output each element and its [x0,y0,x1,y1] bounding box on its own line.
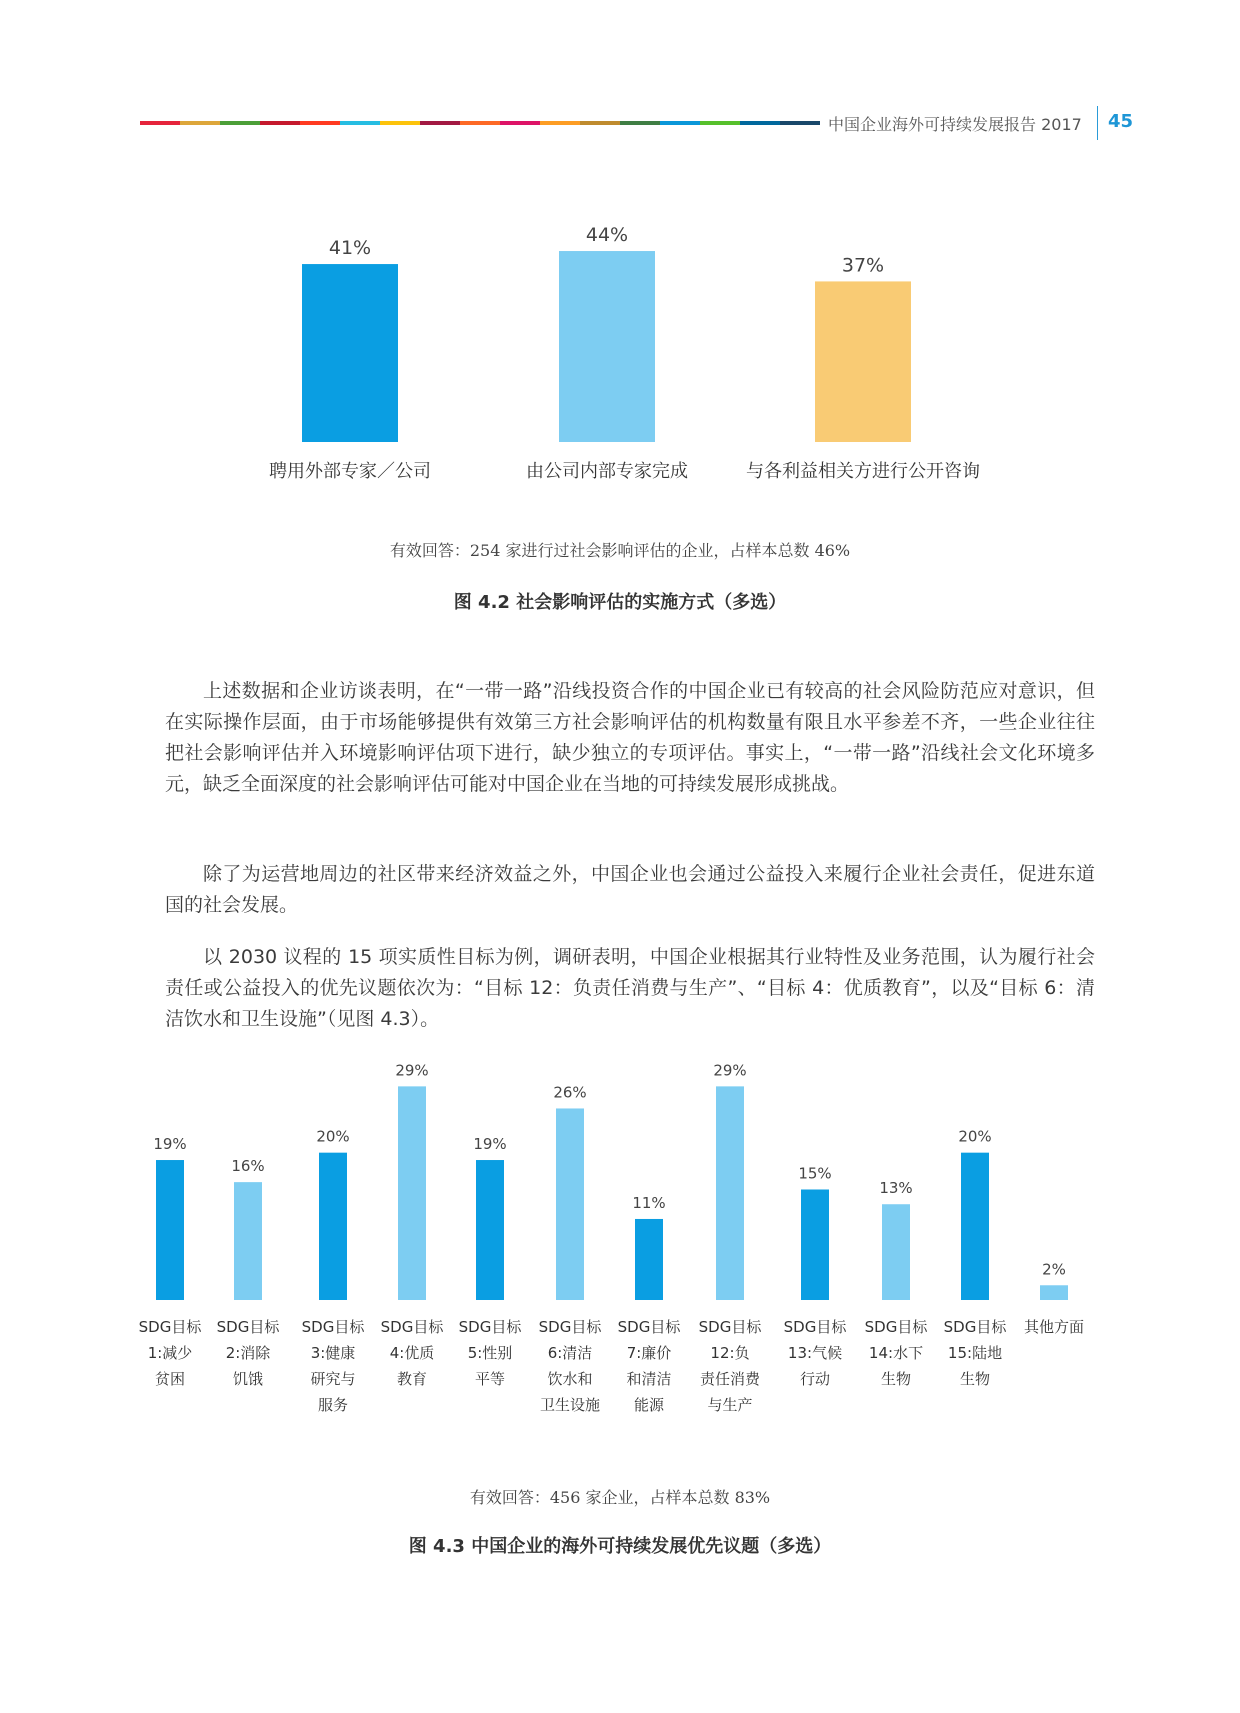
figure-4-3-note: 有效回答：456 家企业，占样本总数 83% [469,1488,771,1507]
stripe-segment [420,121,460,125]
bar [559,251,655,442]
category-label: 饥饿 [232,1370,264,1388]
stripe-segment [700,121,740,125]
figure-4-2-bar-chart [0,225,1240,505]
stripe-segment [580,121,620,125]
stripe-segment [260,121,300,125]
category-label: 3:健康 [310,1344,356,1362]
category-label: 12:负 [710,1344,750,1362]
category-label: 卫生设施 [539,1396,601,1414]
category-label: 7:廉价 [626,1344,672,1362]
data-label: 29% [713,1061,747,1080]
bar [234,1182,262,1300]
bar [556,1108,584,1300]
body-paragraph-3: 以 2030 议程的 15 项实质性目标为例，调研表明，中国企业根据其行业特性及业务范围，认为履行社会责任或公益投入的优先议题依次为：“目标 12：负责任消费与生产”、“目标 4：优质教育”，以及“目标 6：清洁饮水和卫生设施”（见图 4.3）。 [165,946,1095,1030]
category-label: 教育 [396,1370,428,1388]
bar [398,1086,426,1300]
bar [635,1219,663,1300]
category-label: 6:清洁 [547,1344,593,1362]
category-label: 2:消除 [225,1344,271,1362]
category-label: 研究与 [310,1370,356,1388]
category-label: 由公司内部专家完成 [526,461,688,482]
category-label: SDG目标 [698,1318,762,1336]
category-label: SDG目标 [943,1318,1007,1336]
header-color-stripe [140,121,820,125]
data-label: 13% [879,1179,913,1198]
data-label: 2% [1042,1260,1066,1279]
report-title: 中国企业海外可持续发展报告 2017 [828,115,1082,134]
stripe-segment [620,121,660,125]
stripe-segment [780,121,820,125]
bar [156,1160,184,1300]
body-paragraph-1: 上述数据和企业访谈表明，在“一带一路”沿线投资合作的中国企业已有较高的社会风险防范应对意识，但在实际操作层面，由于市场能够提供有效第三方社会影响评估的机构数量有限且水平参差不齐，一些企业往往把社会影响评估并入环境影响评估项下进行，缺少独立的专项评估。事实上，“一带一路”沿线社会文化环境多元，缺乏全面深度的社会影响评估可能对中国企业在当地的可持续发展形成挑战。 [165,680,1095,795]
stripe-segment [140,121,180,125]
stripe-segment [500,121,540,125]
bar [476,1160,504,1300]
figure-4-3-bar-chart [0,1061,1240,1435]
category-label: 服务 [317,1396,349,1414]
category-label: 生物 [880,1370,912,1388]
data-label: 26% [553,1083,587,1102]
bar [1040,1285,1068,1300]
category-label: 平等 [474,1370,506,1388]
category-label: 15:陆地 [947,1344,1003,1362]
stripe-segment [380,121,420,125]
bar [801,1190,829,1301]
category-label: 责任消费 [699,1370,761,1388]
category-label: 与各利益相关方进行公开咨询 [746,461,980,482]
data-label: 19% [153,1135,187,1154]
category-label: 聘用外部专家／公司 [269,461,431,482]
bar [882,1204,910,1300]
category-label: 生物 [959,1370,991,1388]
stripe-segment [300,121,340,125]
data-label: 20% [958,1127,992,1146]
category-label: 饮水和 [547,1370,593,1388]
data-label: 41% [328,237,372,260]
data-label: 11% [632,1193,666,1212]
stripe-segment [540,121,580,125]
category-label: 4:优质 [389,1344,435,1362]
category-label: 和清洁 [626,1370,672,1388]
category-label: SDG目标 [301,1318,365,1336]
category-label: 14:水下 [868,1344,924,1362]
bar [302,264,398,442]
category-label: SDG目标 [617,1318,681,1336]
category-label: 5:性别 [467,1344,513,1362]
category-label: 其他方面 [1023,1318,1085,1336]
category-label: SDG目标 [538,1318,602,1336]
category-label: SDG目标 [458,1318,522,1336]
data-label: 20% [316,1127,350,1146]
category-label: 能源 [633,1396,665,1414]
data-label: 29% [395,1061,429,1080]
body-paragraph-2: 除了为运营地周边的社区带来经济效益之外，中国企业也会通过公益投入来履行企业社会责任，促进东道国的社会发展。 [165,863,1095,916]
category-label: SDG目标 [783,1318,847,1336]
stripe-segment [340,121,380,125]
figure-4-3-caption: 图 4.3 中国企业的海外可持续发展优先议题（多选） [408,1536,832,1557]
bar [716,1086,744,1300]
stripe-segment [460,121,500,125]
header-divider [1097,106,1098,140]
bar [319,1153,347,1300]
bar [815,281,911,442]
category-label: SDG目标 [380,1318,444,1336]
figure-4-2-caption: 图 4.2 社会影响评估的实施方式（多选） [453,592,787,613]
category-label: SDG目标 [216,1318,280,1336]
figure-4-2-note: 有效回答：254 家进行过社会影响评估的企业，占样本总数 46% [389,541,851,560]
category-label: 贫困 [154,1370,186,1388]
data-label: 44% [585,224,629,247]
stripe-segment [660,121,700,125]
category-label: SDG目标 [864,1318,928,1336]
data-label: 15% [798,1164,832,1183]
stripe-segment [180,121,220,125]
data-label: 37% [841,254,885,277]
category-label: 13:气候 [787,1344,843,1362]
data-label: 19% [473,1135,507,1154]
category-label: 1:减少 [147,1344,193,1362]
data-label: 16% [231,1157,265,1176]
category-label: 与生产 [707,1396,753,1414]
stripe-segment [220,121,260,125]
stripe-segment [740,121,780,125]
category-label: SDG目标 [138,1318,202,1336]
bar [961,1153,989,1300]
page-number: 45 [1108,111,1134,132]
category-label: 行动 [799,1370,831,1388]
